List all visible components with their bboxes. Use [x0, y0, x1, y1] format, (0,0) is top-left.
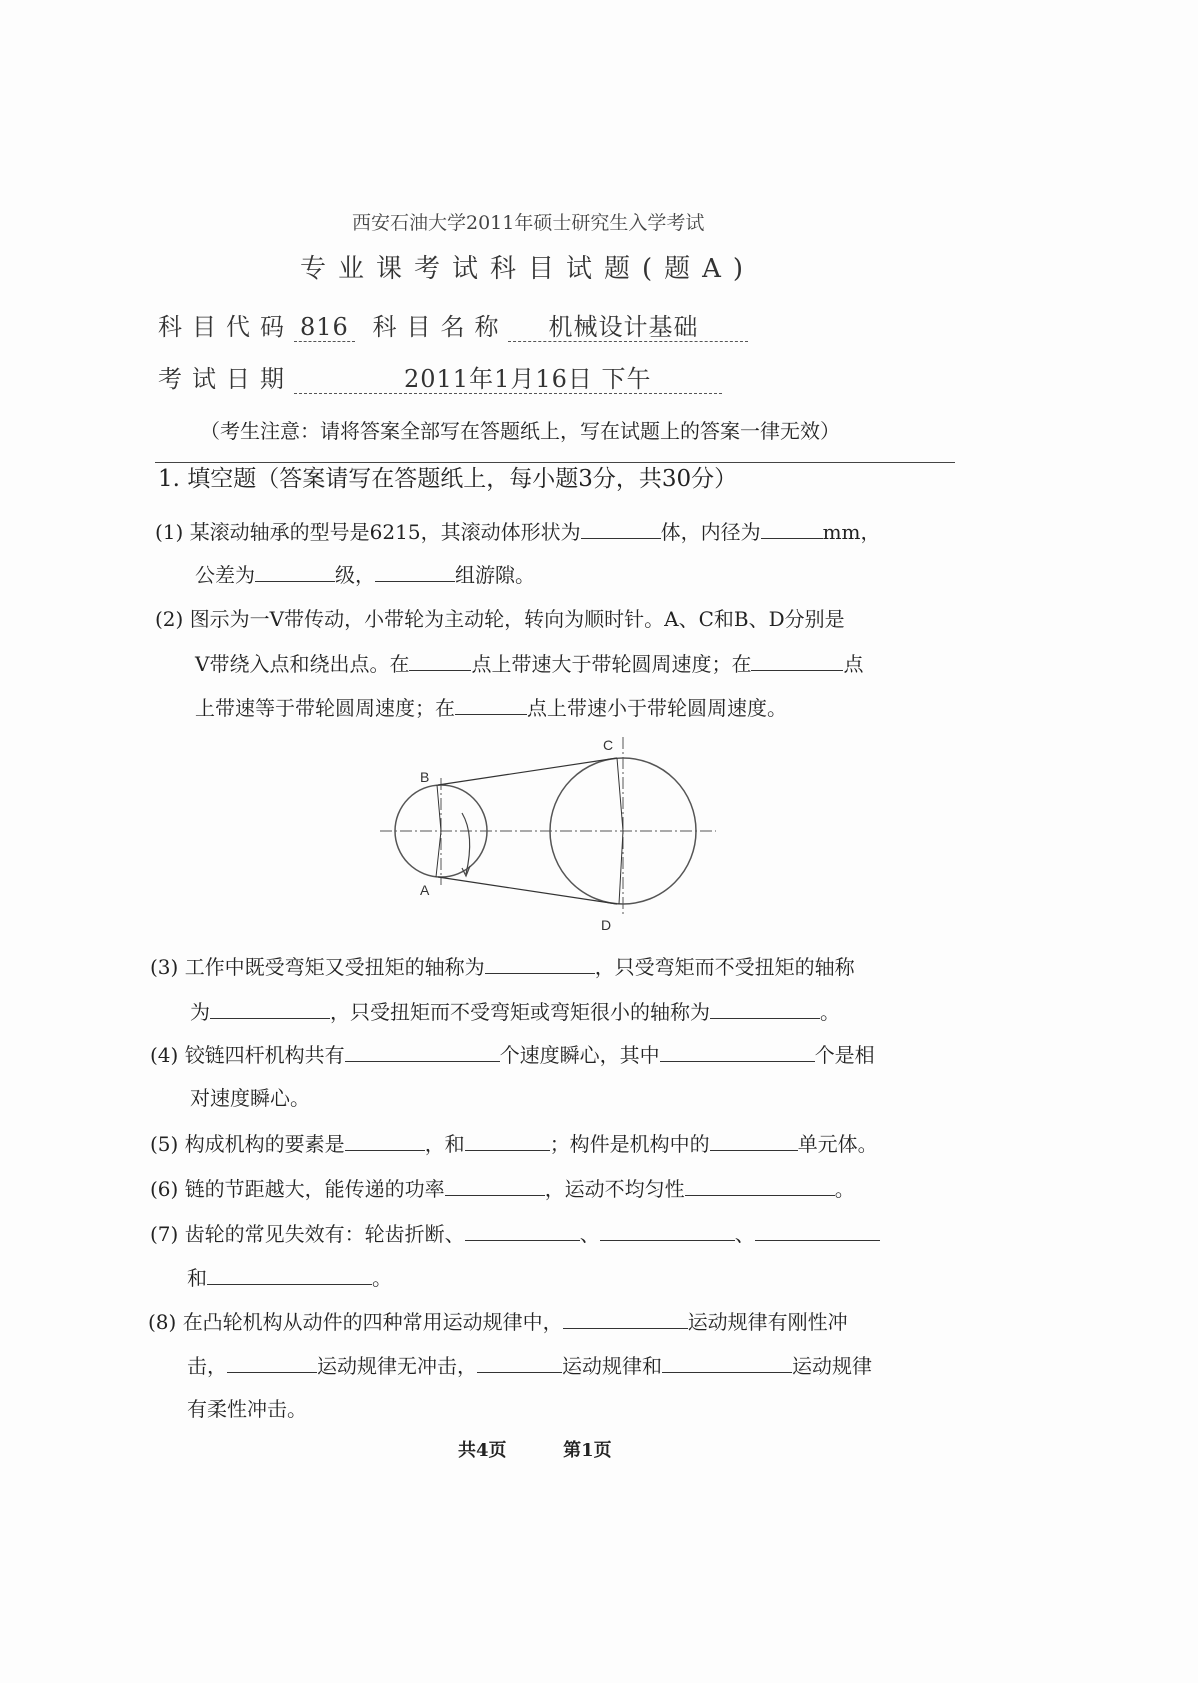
- question-text: 。: [372, 1266, 392, 1290]
- question-line: [187, 1396, 307, 1422]
- exam-date-value: 2011年1月16日 下午: [294, 365, 722, 394]
- answer-blank: [600, 1220, 735, 1241]
- belt-upper: [438, 758, 617, 785]
- answer-blank: [345, 1041, 500, 1062]
- question-text: 体，内径为: [660, 520, 761, 544]
- clockwise-arrow-icon: [462, 813, 470, 874]
- question-text: (8) 在凸轮机构从动件的四种常用运动规律中，: [148, 1310, 563, 1334]
- exam-date-row: [158, 366, 722, 392]
- question-line: [190, 998, 840, 1025]
- question-text: 和: [187, 1266, 207, 1290]
- answer-blank: [210, 998, 330, 1019]
- answer-blank: [660, 1041, 815, 1062]
- question-line: [150, 1130, 878, 1157]
- arrow-head-icon: [462, 866, 470, 876]
- question-text: 运动规律无冲击，: [317, 1354, 477, 1378]
- question-text: ，运动不均匀性: [544, 1177, 685, 1201]
- answer-blank: [710, 998, 820, 1019]
- question-text: ，和: [424, 1132, 465, 1156]
- question-text: 点: [843, 652, 864, 676]
- question-text: 点上带速大于带轮圆周速度；在: [471, 652, 752, 676]
- label-c: C: [603, 737, 614, 753]
- question-line: [150, 1175, 855, 1202]
- question-text: (3) 工作中既受弯矩又受扭矩的轴称为: [150, 955, 485, 979]
- question-text: 为: [190, 1000, 210, 1024]
- question-text: 击，: [187, 1354, 227, 1378]
- answer-blank: [455, 694, 527, 715]
- page-footer: [458, 1438, 612, 1464]
- answer-blank: [375, 561, 455, 582]
- subject-code-value: 816: [294, 313, 355, 342]
- question-text: (6) 链的节距越大，能传递的功率: [150, 1177, 445, 1201]
- question-text: 个速度瞬心，其中: [499, 1043, 660, 1067]
- question-line: [155, 518, 881, 545]
- question-line: [150, 1041, 875, 1068]
- answer-blank: [445, 1175, 545, 1196]
- question-line: [150, 953, 855, 980]
- question-text: (1) 某滚动轴承的型号是6215，其滚动体形状为: [155, 520, 581, 544]
- current-page: 第1页: [563, 1440, 612, 1461]
- university-exam-line: 西安石油大学2011年硕士研究生入学考试: [352, 212, 705, 234]
- question-text: (4) 铰链四杆机构共有: [150, 1043, 345, 1067]
- answer-blank: [255, 561, 335, 582]
- question-text: (5) 构成机构的要素是: [150, 1132, 345, 1156]
- question-line: [195, 694, 787, 721]
- question-line: [187, 1264, 392, 1291]
- question-text: ，只受扭矩而不受弯矩或弯矩很小的轴称为: [330, 1000, 710, 1024]
- question-text: 对速度瞬心。: [190, 1086, 310, 1110]
- subject-name-value: 机械设计基础: [508, 313, 748, 342]
- answer-blank: [563, 1308, 688, 1329]
- question-text: 运动规律有刚性冲: [687, 1310, 848, 1334]
- question-text: 有柔性冲击。: [187, 1397, 307, 1421]
- label-a: A: [420, 882, 430, 898]
- question-line: [187, 1352, 872, 1379]
- question-text: 。: [834, 1177, 855, 1201]
- question-text: (2) 图示为一V带传动，小带轮为主动轮，转向为顺时针。A、C和B、D分别是: [155, 607, 845, 631]
- answer-blank: [345, 1130, 425, 1151]
- divider: [155, 462, 955, 463]
- candidate-note: （考生注意：请将答案全部写在答题纸上，写在试题上的答案一律无效）: [200, 419, 840, 443]
- subject-code-row: [158, 314, 748, 340]
- question-text: 组游隙。: [455, 563, 535, 587]
- question-text: 公差为: [195, 563, 255, 587]
- question-text: 点上带速小于带轮圆周速度。: [527, 696, 787, 720]
- question-text: 运动规律和: [562, 1354, 662, 1378]
- label-d: D: [601, 917, 612, 933]
- answer-blank: [710, 1130, 798, 1151]
- total-pages: 共4页: [458, 1440, 507, 1461]
- answer-blank: [207, 1264, 372, 1285]
- question-text: ；构件是机构中的: [549, 1132, 710, 1156]
- question-text: 、: [579, 1222, 600, 1246]
- question-text: 单元体。: [797, 1132, 878, 1156]
- answer-blank: [761, 518, 823, 539]
- answer-blank: [755, 1220, 880, 1241]
- answer-blank: [409, 650, 471, 671]
- question-line: [148, 1308, 848, 1335]
- belt-lower: [438, 877, 617, 904]
- exam-date-label: 考试日期: [158, 365, 294, 393]
- answer-blank: [751, 650, 843, 671]
- answer-blank: [662, 1352, 792, 1373]
- label-b: B: [420, 769, 430, 785]
- answer-blank: [465, 1220, 580, 1241]
- answer-blank: [485, 953, 595, 974]
- question-text: 级，: [335, 563, 375, 587]
- v-belt-diagram: [370, 730, 730, 940]
- answer-blank: [477, 1352, 562, 1373]
- question-text: V带绕入点和绕出点。在: [195, 652, 410, 676]
- question-line: [195, 650, 863, 677]
- question-text: 个是相: [814, 1043, 875, 1067]
- question-text: 、: [734, 1222, 755, 1246]
- question-text: (7) 齿轮的常见失效有：轮齿折断、: [150, 1222, 465, 1246]
- question-line: [150, 1220, 880, 1247]
- subject-code-label: 科目代码: [158, 313, 294, 341]
- answer-blank: [581, 518, 661, 539]
- exam-title: 专业课考试科目试题(题A): [300, 254, 756, 284]
- question-text: ，只受弯矩而不受扭矩的轴称: [594, 955, 855, 979]
- question-text: 。: [820, 1000, 840, 1024]
- section-title: 1. 填空题（答案请写在答题纸上，每小题3分，共30分）: [158, 466, 738, 492]
- question-line: [155, 606, 845, 632]
- question-text: 上带速等于带轮圆周速度；在: [195, 696, 455, 720]
- answer-blank: [227, 1352, 317, 1373]
- subject-name-label: 科目名称: [372, 313, 509, 341]
- answer-blank: [685, 1175, 835, 1196]
- question-text: 运动规律: [792, 1354, 872, 1378]
- question-line: [190, 1085, 310, 1111]
- question-text: mm，: [822, 520, 881, 544]
- question-line: [195, 561, 535, 588]
- answer-blank: [465, 1130, 550, 1151]
